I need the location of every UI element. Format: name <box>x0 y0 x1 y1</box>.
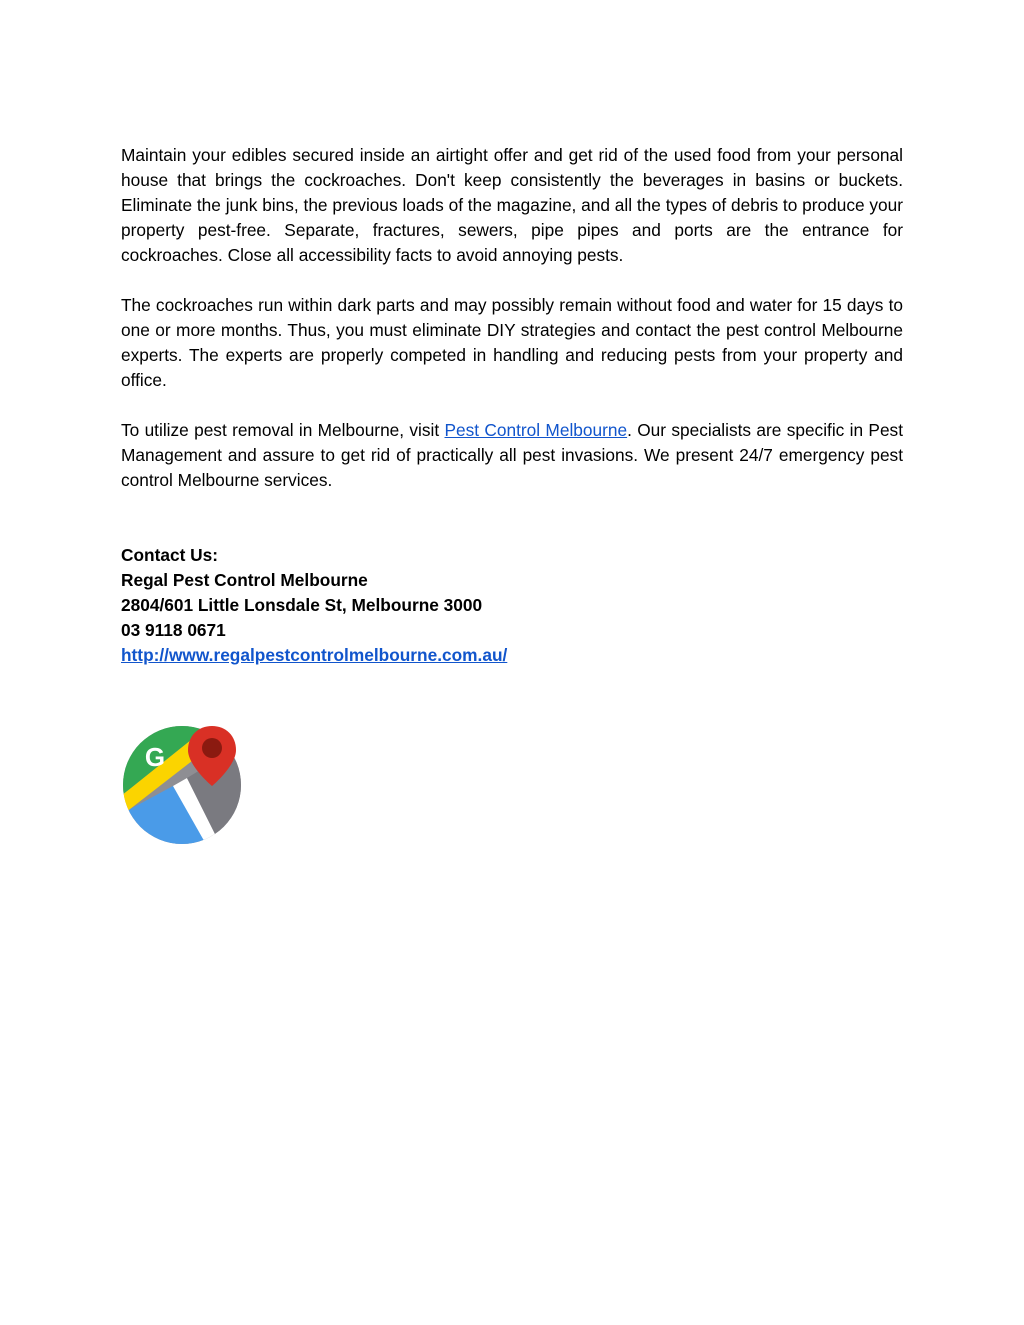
contact-company: Regal Pest Control Melbourne <box>121 570 368 590</box>
paragraph-visit <box>121 418 903 493</box>
svg-text:G: G <box>144 742 166 772</box>
paragraph-storage-tips: Maintain your edibles secured inside an airtight offer and get rid of the used food from your personal house that brings the cockroaches. Don't keep consistently the beverages in basins or buckets. Eliminate the junk bins, the previous loads of the magazine, and all the types of debris to produce your property pest-free. Separate, fractures, sewers, pipe pipes and ports are the entrance for cockroaches. Close all accessibility facts to avoid annoying pests. <box>121 145 903 265</box>
document-body <box>121 143 903 668</box>
contact-address: 2804/601 Little Lonsdale St, Melbourne 3000 <box>121 595 483 615</box>
visit-text-after: . Our specialists are specific in Pest Management and assure to get rid of practically all pest invasions. We present 24/7 emergency pest control Melbourne services. <box>121 420 903 490</box>
contact-website-link[interactable]: http://www.regalpestcontrolmelbourne.com.au/ <box>121 645 508 665</box>
visit-text-before: To utilize pest removal in Melbourne, visit <box>121 420 445 440</box>
contact-heading: Contact Us: <box>121 545 218 565</box>
paragraph-cockroach-habits: The cockroaches run within dark parts and may possibly remain without food and water for 15 days to one or more months. Thus, you must eliminate DIY strategies and contact the pest control Melbourne experts. The experts are properly competed in handling and reducing pests from your property and office. <box>121 295 903 390</box>
contact-phone: 03 9118 0671 <box>121 620 226 640</box>
google-maps-icon[interactable] <box>121 724 243 846</box>
pest-control-melbourne-link[interactable]: Pest Control Melbourne <box>444 420 628 440</box>
contact-block <box>121 543 903 668</box>
